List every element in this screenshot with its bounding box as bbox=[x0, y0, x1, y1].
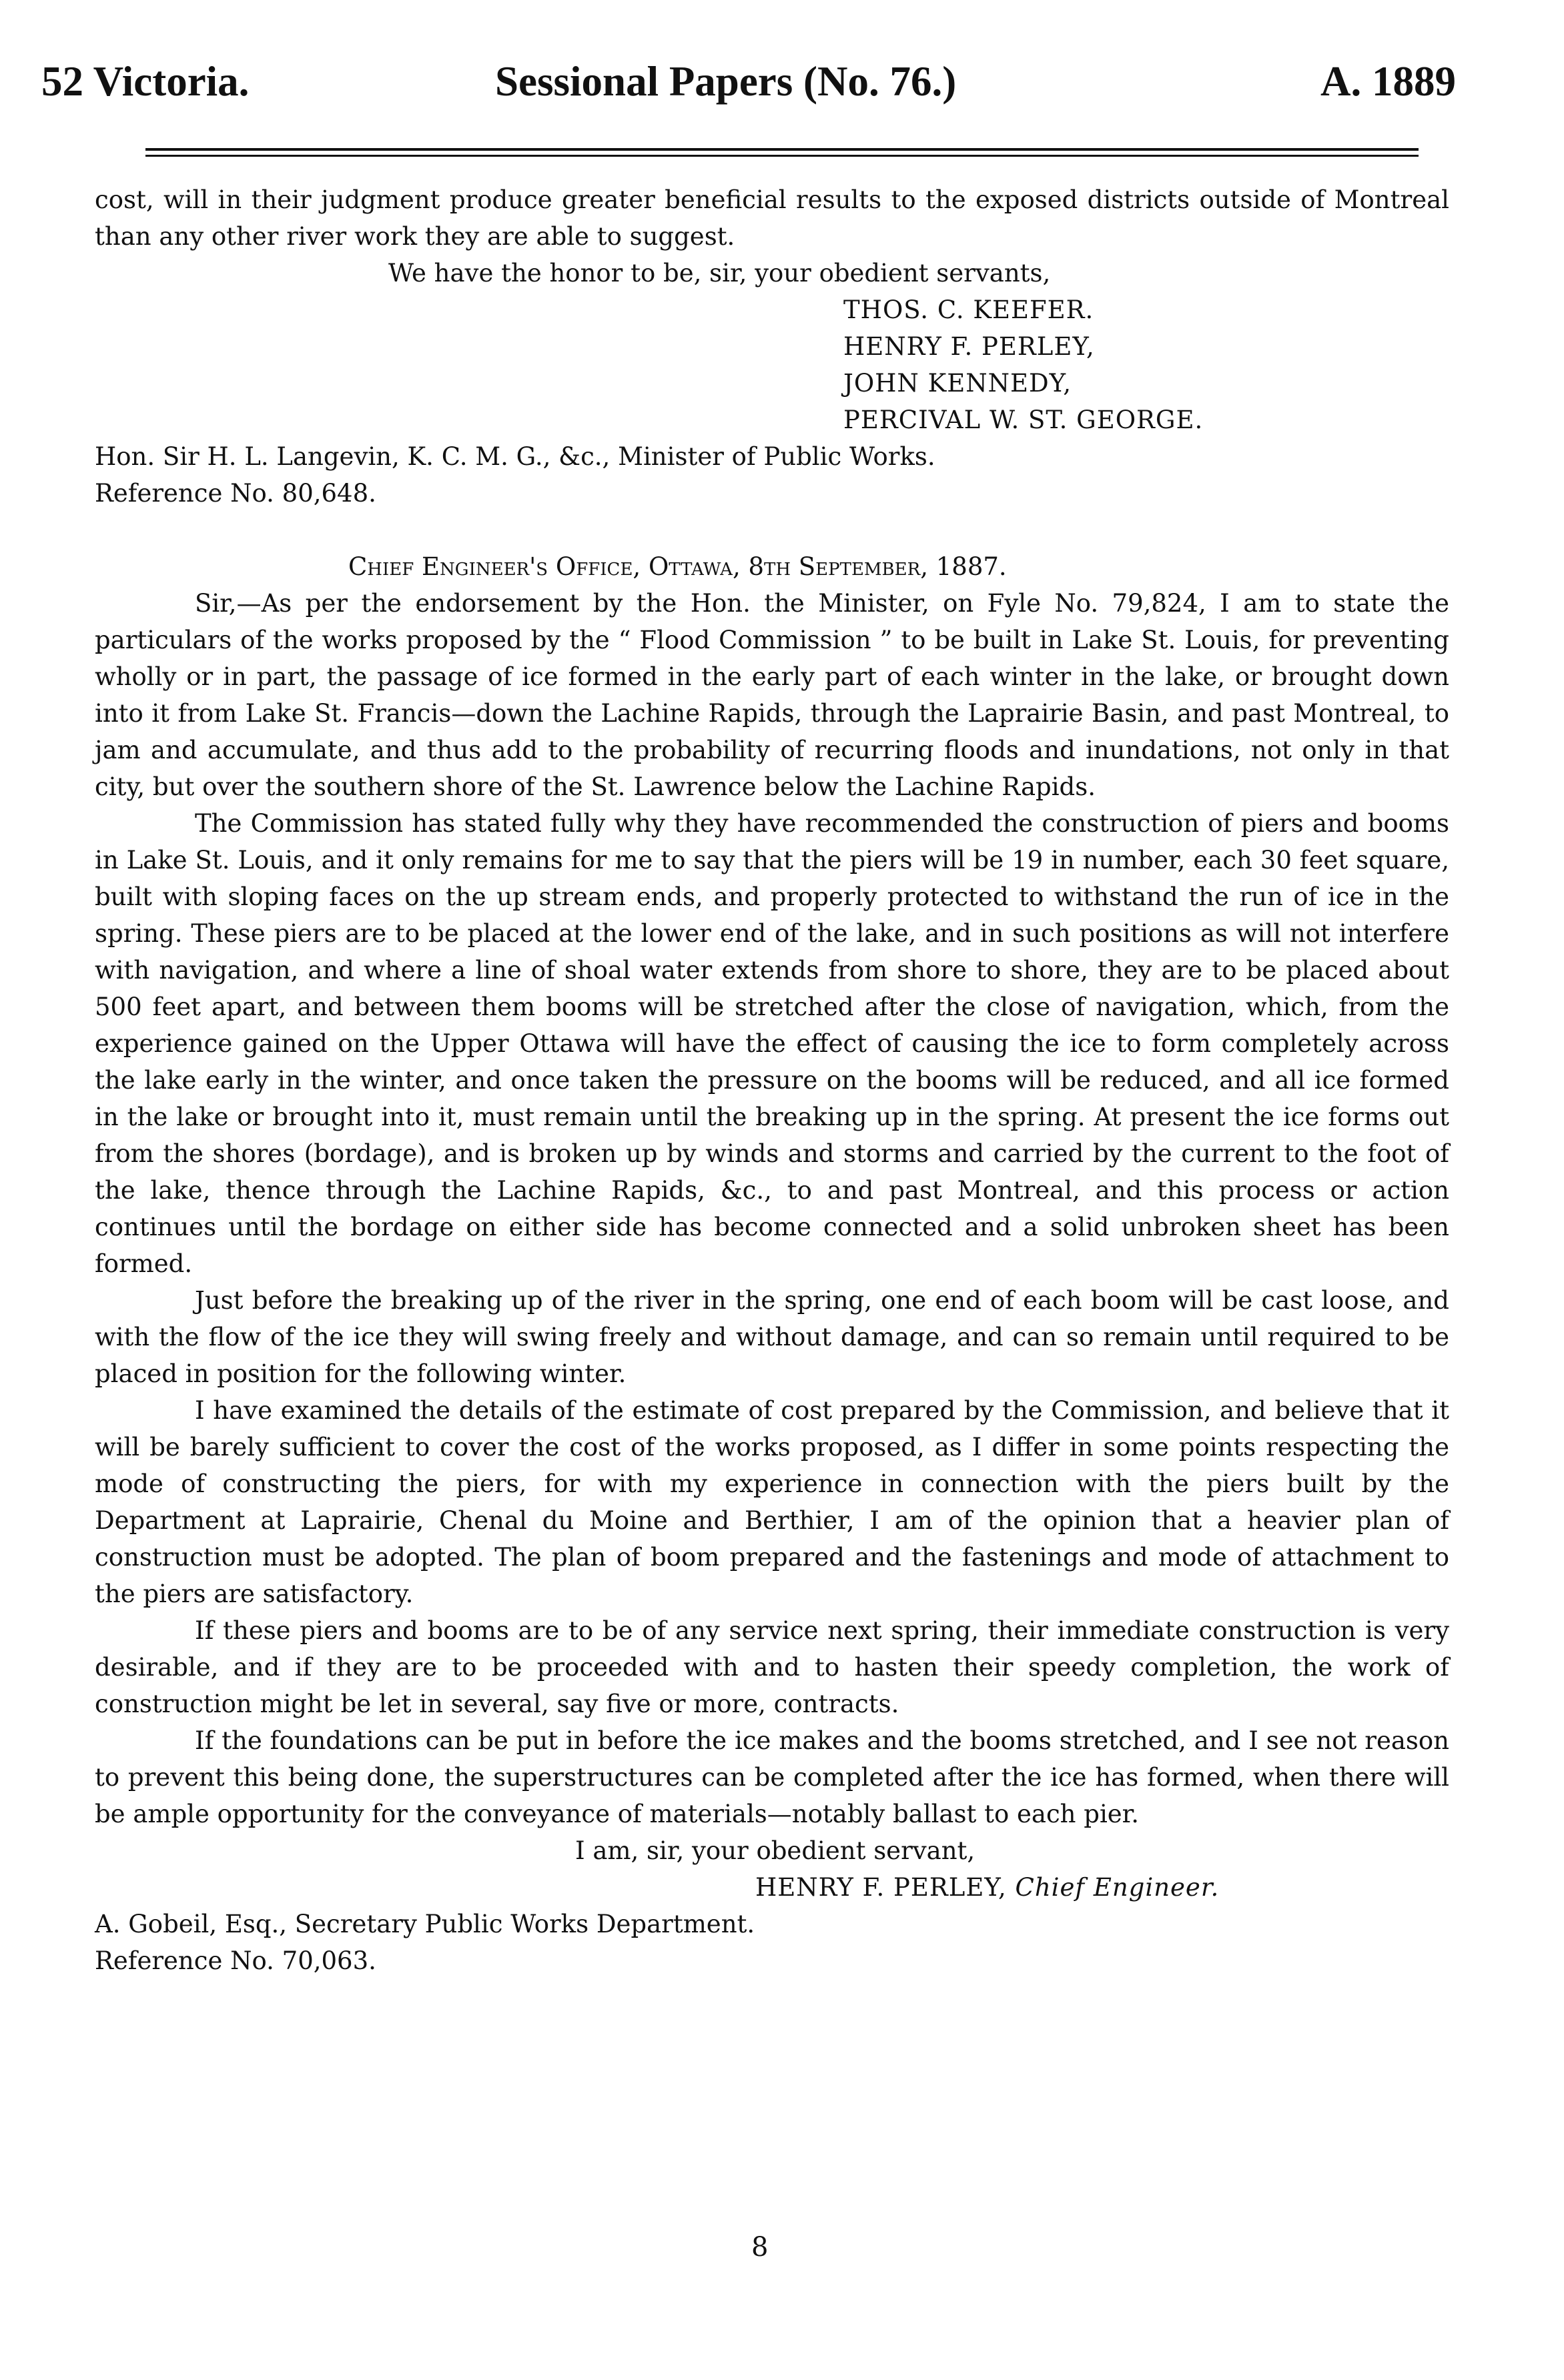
header-rule bbox=[145, 148, 1419, 151]
letter2-paragraph: If these piers and booms are to be of any service next spring, their immediate construction is very desirable, and if they are to be proceeded with and to hasten their speedy completion, the work of construction might be let in several, say five or more, contracts. bbox=[95, 1616, 1449, 1718]
letter2-addressee: A. Gobeil, Esq., Secretary Public Works Department. bbox=[95, 1910, 755, 1938]
letter1-continuation: cost, will in their judgment produce greater beneficial results to the exposed districts outside of Montreal than any other river work they are able to suggest. bbox=[95, 185, 1449, 251]
signatory: HENRY F. PERLEY, bbox=[843, 332, 1095, 361]
page-number: 8 bbox=[751, 2232, 769, 2263]
header-rule-double bbox=[145, 155, 1419, 157]
signatory: JOHN KENNEDY, bbox=[843, 369, 1072, 398]
signatory: THOS. C. KEEFER. bbox=[843, 295, 1094, 324]
header-year: A. 1889 bbox=[1320, 58, 1456, 105]
signatory: PERCIVAL W. ST. GEORGE. bbox=[843, 406, 1204, 434]
letter2-paragraph: Sir,—As per the endorsement by the Hon. the Minister, on Fyle No. 79,824, I am to state the particulars of the works proposed by the “ Flood Commission ” to be built in Lake St. Louis, for preventing wholly or in part, the passage of ice formed in the early part of each winter in the lake, or brought down into it from Lake St. Francis—down the Lachine Rapids, through the Laprairie Basin, and past Montreal, to jam and accumulate, and thus add to the probability of recurring floods and inundations, not only in that city, but over the southern shore of the St. Lawrence below the Lachine Rapids. bbox=[95, 589, 1449, 801]
header-title: Sessional Papers (No. 76.) bbox=[495, 58, 957, 105]
letter2-signature bbox=[95, 1869, 1449, 1906]
letter2-paragraph: Just before the breaking up of the river in the spring, one end of each boom will be cast loose, and with the flow of the ice they will swing freely and without damage, and can so remain until required to be placed in position for the following winter. bbox=[95, 1286, 1449, 1388]
letter2-reference: Reference No. 70,063. bbox=[95, 1946, 376, 1975]
signature-name: HENRY F. PERLEY, bbox=[755, 1873, 1007, 1902]
signature-title: Chief Engineer. bbox=[1015, 1873, 1220, 1902]
running-header bbox=[41, 48, 1456, 115]
letter2-paragraph: The Commission has stated fully why they have recommended the construction of piers and booms in Lake St. Louis, and it only remains for me to say that the piers will be 19 in number, each 30 feet square, built with sloping faces on the up stream ends, and properly protected to withstand the run of ice in the spring. These piers are to be placed at the lower end of the lake, and in such positions as will not interfere with navigation, and where a line of shoal water extends from shore to shore, they are to be placed about 500 feet apart, and between them booms will be stretched after the close of navigation, which, from the experience gained on the Upper Ottawa will have the effect of causing the ice to form completely across the lake early in the winter, and once taken the pressure on the booms will be reduced, and all ice formed in the lake or brought into it, must remain until the breaking up in the spring. At present the ice forms out from the shores (bordage), and is broken up by winds and storms and carried by the current to the foot of the lake, thence through the Lachine Rapids, &c., to and past Montreal, and this process or action continues until the bordage on either side has become connected and a solid unbroken sheet has been formed. bbox=[95, 809, 1449, 1278]
letter1-reference: Reference No. 80,648. bbox=[95, 479, 376, 508]
body-text bbox=[95, 181, 1449, 1979]
header-session: 52 Victoria. bbox=[41, 58, 250, 105]
letter2-dateline: Chief Engineer's Office, Ottawa, 8th September, 1887. bbox=[348, 552, 1007, 581]
letter2-paragraph: If the foundations can be put in before the ice makes and the booms stretched, and I see not reason to prevent this being done, the superstructures can be completed after the ice has formed, when there will be ample opportunity for the conveyance of materials—notably ballast to each pier. bbox=[95, 1726, 1449, 1828]
letter2-closing: I am, sir, your obedient servant, bbox=[575, 1836, 975, 1865]
letter1-closing: We have the honor to be, sir, your obedient servants, bbox=[388, 259, 1051, 287]
letter1-addressee: Hon. Sir H. L. Langevin, K. C. M. G., &c., Minister of Public Works. bbox=[95, 442, 935, 471]
letter2-paragraph: I have examined the details of the estimate of cost prepared by the Commission, and believe that it will be barely sufficient to cover the cost of the works proposed, as I differ in some points respecting the mode of constructing the piers, for with my experience in connection with the piers built by the Department at Laprairie, Chenal du Moine and Berthier, I am of the opinion that a heavier plan of construction must be adopted. The plan of boom prepared and the fastenings and mode of attachment to the piers are satisfactory. bbox=[95, 1396, 1449, 1608]
